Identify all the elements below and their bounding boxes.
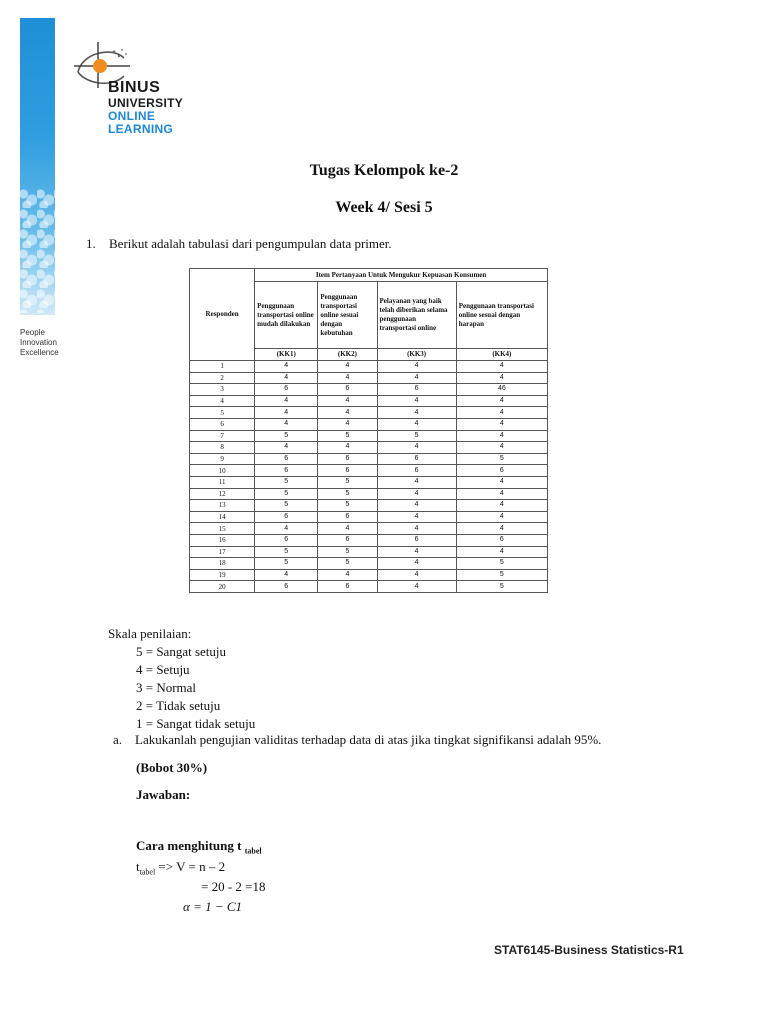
score-cell: 4: [377, 372, 456, 384]
tagline: [20, 328, 59, 358]
score-cell: 6: [255, 581, 318, 593]
responden-cell: 4: [190, 395, 255, 407]
score-cell: 6: [255, 534, 318, 546]
score-cell: 4: [456, 511, 547, 523]
score-cell: 5: [318, 546, 377, 558]
score-cell: 4: [255, 569, 318, 581]
table-row: [190, 558, 548, 570]
score-cell: 4: [377, 476, 456, 488]
score-cell: 5: [318, 488, 377, 500]
score-cell: 4: [255, 395, 318, 407]
formula-line-2: = 20 - 2 =18: [201, 879, 266, 894]
table-row: [190, 465, 548, 477]
document-title: Tugas Kelompok ke-2: [309, 162, 459, 179]
logo-online: ONLINE: [108, 109, 156, 123]
score-cell: 6: [377, 465, 456, 477]
responden-cell: 16: [190, 534, 255, 546]
score-cell: 5: [318, 476, 377, 488]
responden-cell: 19: [190, 569, 255, 581]
score-cell: 6: [255, 511, 318, 523]
part-a-question: [113, 732, 601, 748]
score-cell: 4: [456, 407, 547, 419]
responden-cell: 13: [190, 500, 255, 512]
table-row: [190, 569, 548, 581]
logo-learning: LEARNING: [108, 122, 174, 136]
question-text: Berikut adalah tabulasi dari pengumpulan data primer.: [109, 236, 392, 251]
score-cell: 4: [456, 395, 547, 407]
score-cell: 4: [377, 418, 456, 430]
score-cell: 5: [255, 488, 318, 500]
score-cell: 4: [255, 523, 318, 535]
score-cell: 5: [255, 430, 318, 442]
score-cell: 6: [377, 534, 456, 546]
table-row: [190, 395, 548, 407]
course-footer: STAT6145-Business Statistics-R1: [494, 943, 684, 957]
score-cell: 4: [456, 476, 547, 488]
tagline-excellence: Excellence: [20, 348, 59, 357]
scale-item: 1 = Sangat tidak setuju: [136, 716, 256, 731]
score-cell: 4: [377, 546, 456, 558]
score-cell: 6: [377, 384, 456, 396]
score-cell: 4: [456, 523, 547, 535]
method-heading: [136, 838, 262, 856]
part-a-text: Lakukanlah pengujian validitas terhadap data di atas jika tingkat signifikansi adalah 95%.: [135, 732, 602, 747]
rating-scale: [108, 625, 255, 733]
score-cell: 4: [456, 372, 547, 384]
responden-cell: 1: [190, 361, 255, 373]
score-cell: 6: [318, 534, 377, 546]
responden-cell: 9: [190, 453, 255, 465]
score-cell: 46: [456, 384, 547, 396]
logo-wordmark: [108, 80, 183, 136]
score-cell: 4: [377, 395, 456, 407]
score-cell: 4: [318, 442, 377, 454]
table-row: [190, 511, 548, 523]
score-cell: 6: [456, 465, 547, 477]
score-cell: 4: [456, 546, 547, 558]
code-kk1: (KK1): [255, 349, 318, 361]
table-row: [190, 488, 548, 500]
table-row: [190, 523, 548, 535]
score-cell: 6: [255, 384, 318, 396]
logo-university: UNIVERSITY: [108, 96, 184, 110]
responden-cell: 8: [190, 442, 255, 454]
scale-item: 5 = Sangat setuju: [136, 644, 227, 659]
answer-label: Jawaban:: [136, 787, 191, 802]
table-row: [190, 546, 548, 558]
scale-item: 2 = Tidak setuju: [136, 698, 221, 713]
score-cell: 4: [318, 407, 377, 419]
table-row: [190, 442, 548, 454]
table-row: [190, 581, 548, 593]
score-cell: 5: [456, 558, 547, 570]
weight-label: (Bobot 30%): [136, 760, 208, 775]
score-cell: 4: [456, 500, 547, 512]
table-row: [190, 407, 548, 419]
score-cell: 4: [255, 372, 318, 384]
formula-t-sub: tabel: [139, 867, 156, 877]
score-cell: 4: [318, 361, 377, 373]
score-cell: 5: [255, 546, 318, 558]
responden-cell: 15: [190, 523, 255, 535]
responden-cell: 6: [190, 418, 255, 430]
responden-cell: 7: [190, 430, 255, 442]
responden-cell: 18: [190, 558, 255, 570]
score-cell: 6: [318, 384, 377, 396]
score-cell: 4: [377, 361, 456, 373]
score-cell: 4: [377, 569, 456, 581]
score-cell: 4: [456, 361, 547, 373]
score-cell: 4: [377, 442, 456, 454]
score-cell: 4: [377, 407, 456, 419]
responden-cell: 3: [190, 384, 255, 396]
score-cell: 6: [255, 453, 318, 465]
score-cell: 4: [377, 500, 456, 512]
score-cell: 5: [456, 569, 547, 581]
score-cell: 4: [377, 558, 456, 570]
group-header: Item Pertanyaan Untuk Mengukur Kepuasan Konsumen: [255, 269, 548, 282]
score-cell: 4: [377, 511, 456, 523]
code-kk2: (KK2): [318, 349, 377, 361]
responden-cell: 2: [190, 372, 255, 384]
score-cell: 4: [456, 442, 547, 454]
table-row: [190, 372, 548, 384]
score-cell: 5: [456, 453, 547, 465]
code-kk4: (KK4): [456, 349, 547, 361]
question-header-kk1: Penggunaan transportasi online mudah dilakukan: [255, 282, 318, 349]
score-cell: 6: [456, 534, 547, 546]
responden-header: Responden: [190, 269, 255, 361]
score-cell: 5: [255, 500, 318, 512]
scale-title: Skala penilaian:: [108, 626, 192, 641]
score-cell: 4: [255, 442, 318, 454]
tagline-people: People: [20, 328, 45, 337]
question-number: 1.: [86, 236, 96, 251]
question-1: [86, 236, 392, 252]
formula-line-3: α = 1 − C1: [183, 899, 243, 913]
score-cell: 4: [255, 418, 318, 430]
score-cell: 5: [255, 476, 318, 488]
score-cell: 4: [318, 418, 377, 430]
question-header-kk3: Pelayanan yang baik telah diberikan selama penggunaan transportasi online: [377, 282, 456, 349]
score-cell: 6: [318, 453, 377, 465]
score-cell: 6: [255, 465, 318, 477]
table-row: [190, 384, 548, 396]
responden-cell: 20: [190, 581, 255, 593]
question-header-kk4: Penggunaan transportasi online sesuai dengan harapan: [456, 282, 547, 349]
score-cell: 4: [456, 488, 547, 500]
table-row: [190, 361, 548, 373]
score-cell: 5: [318, 558, 377, 570]
score-cell: 6: [318, 511, 377, 523]
table-row: [190, 418, 548, 430]
table-row: [190, 453, 548, 465]
part-a-label: a.: [113, 732, 123, 747]
score-cell: 4: [318, 395, 377, 407]
responden-cell: 12: [190, 488, 255, 500]
table-row: [190, 500, 548, 512]
score-cell: 6: [377, 453, 456, 465]
score-cell: 5: [255, 558, 318, 570]
responden-cell: 14: [190, 511, 255, 523]
table-row: [190, 534, 548, 546]
formula-line-1: [136, 859, 225, 877]
tagline-innovation: Innovation: [20, 338, 57, 347]
responden-cell: 11: [190, 476, 255, 488]
score-cell: 4: [318, 569, 377, 581]
responden-cell: 17: [190, 546, 255, 558]
document-subtitle: Week 4/ Sesi 5: [335, 199, 433, 216]
score-cell: 4: [318, 523, 377, 535]
table-row: [190, 430, 548, 442]
score-cell: 6: [318, 465, 377, 477]
responden-cell: 10: [190, 465, 255, 477]
code-kk3: (KK3): [377, 349, 456, 361]
score-cell: 5: [318, 430, 377, 442]
score-cell: 4: [377, 581, 456, 593]
formula-rest: => V = n – 2: [155, 859, 226, 874]
score-cell: 4: [318, 372, 377, 384]
score-cell: 4: [456, 430, 547, 442]
logo-binus: BINUS: [108, 79, 161, 96]
score-cell: 6: [318, 581, 377, 593]
method-heading-sub: tabel: [244, 846, 262, 856]
table-row: [190, 476, 548, 488]
score-cell: 4: [255, 361, 318, 373]
scale-item: 3 = Normal: [136, 680, 197, 695]
score-cell: 5: [456, 581, 547, 593]
method-heading-text: Cara menghitung t: [136, 838, 242, 853]
formula-t: t: [136, 859, 140, 874]
responden-cell: 5: [190, 407, 255, 419]
score-cell: 4: [456, 418, 547, 430]
score-cell: 4: [377, 523, 456, 535]
score-cell: 5: [318, 500, 377, 512]
score-cell: 4: [377, 488, 456, 500]
data-table: [189, 268, 548, 593]
table-body: [190, 361, 548, 593]
score-cell: 4: [255, 407, 318, 419]
score-cell: 5: [377, 430, 456, 442]
question-header-kk2: Penggunaan transportasi online sesuai dengan kebutuhan: [318, 282, 377, 349]
scale-item: 4 = Setuju: [136, 662, 190, 677]
